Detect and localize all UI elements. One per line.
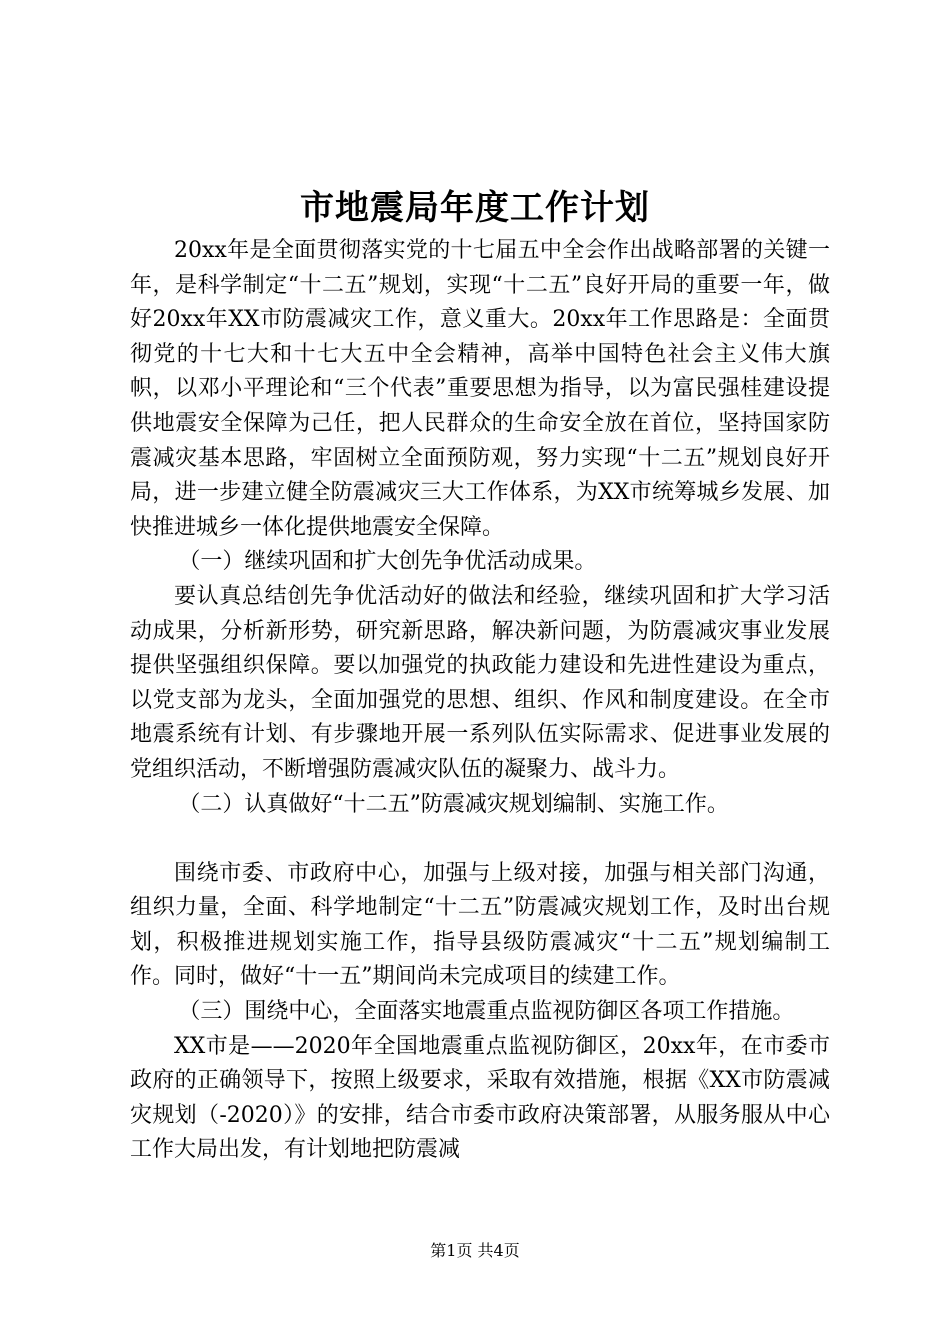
paragraph-section-2: 围绕市委、市政府中心，加强与上级对接，加强与相关部门沟通，组织力量，全面、科学地制定“十二五”防震减灾规划工作，及时出台规划，积极推进规划实施工作，指导县级防震减灾“十二五”规划编制工作。同时，做好“十一五”期间尚未完成项目的续建工作。 <box>130 860 830 990</box>
document-title: 市地震局年度工作计划 <box>300 188 650 228</box>
blank-line <box>130 822 830 857</box>
document-body <box>130 234 830 1168</box>
paragraph-section-1: 要认真总结创先争优活动好的做法和经验，继续巩固和扩大学习活动成果，分析新形势，研究新思路，解决新问题，为防震减灾事业发展提供坚强组织保障。要以加强党的执政能力建设和先进性建设为重点，以党支部为龙头，全面加强党的思想、组织、作风和制度建设。在全市地震系统有计划、有步骤地开展一系列队伍实际需求、促进事业发展的党组织活动，不断增强防震减灾队伍的凝聚力、战斗力。 <box>130 583 830 782</box>
page-footer: 第1页 共4页 <box>430 1241 520 1260</box>
paragraph-section-3: XX市是——2020年全国地震重点监视防御区，20xx年，在市委市政府的正确领导下，按照上级要求，采取有效措施，根据《XX市防震减灾规划（-2020）》的安排，结合市委市政府决策部署，从服务服从中心工作大局出发，有计划地把防震减 <box>130 1033 830 1163</box>
paragraph-intro: 20xx年是全面贯彻落实党的十七届五中全会作出战略部署的关键一年，是科学制定“十二五”规划，实现“十二五”良好开局的重要一年，做好20xx年XX市防震减灾工作，意义重大。20xx年工作思路是：全面贯彻党的十七大和十七大五中全会精神，高举中国特色社会主义伟大旗帜，以邓小平理论和“三个代表”重要思想为指导，以为富民强桂建设提供地震安全保障为己任，把人民群众的生命安全放在首位，坚持国家防震减灾基本思路，牢固树立全面预防观，努力实现“十二五”规划良好开局，进一步建立健全防震减灾三大工作体系，为XX市统筹城乡发展、加快推进城乡一体化提供地震安全保障。 <box>130 238 830 540</box>
section-heading-3: （三）围绕中心，全面落实地震重点监视防御区各项工作措施。 <box>178 999 795 1025</box>
section-heading-2: （二）认真做好“十二五”防震减灾规划编制、实施工作。 <box>178 791 729 817</box>
section-heading-1: （一）继续巩固和扩大创先争优活动成果。 <box>178 549 597 575</box>
